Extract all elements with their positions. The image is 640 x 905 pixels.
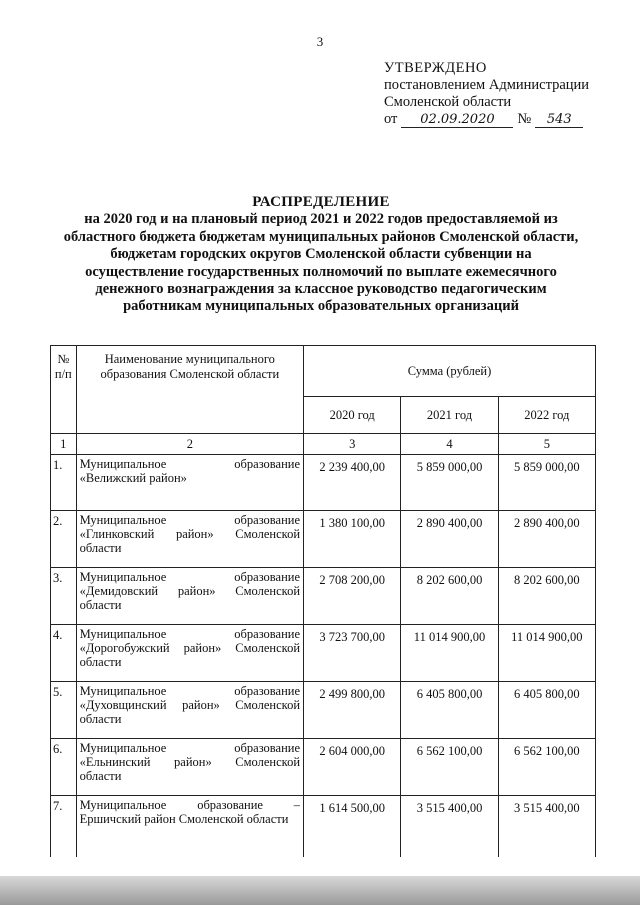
- approval-date-line: [384, 111, 589, 128]
- row-number: 5.: [51, 682, 77, 739]
- table-row: [51, 682, 596, 739]
- column-number-row: [51, 434, 596, 455]
- title-line-1: на 2020 год и на плановый период 2021 и 2022 годов предоставляемой из: [84, 211, 558, 228]
- approval-block: [384, 60, 589, 128]
- row-value-2020: 2 708 200,00: [304, 568, 401, 625]
- row-value-2021: 5 859 000,00: [401, 455, 498, 511]
- row-value-2020: 1 380 100,00: [304, 511, 401, 568]
- table-row: [51, 796, 596, 858]
- row-number: 3.: [51, 568, 77, 625]
- scan-shadow-edge: [0, 876, 640, 905]
- row-value-2021: 11 014 900,00: [401, 625, 498, 682]
- document-title: [36, 194, 606, 316]
- title-line-6: работникам муниципальных образовательных организаций: [123, 298, 519, 315]
- row-name: Муниципальное образование «Духовщинский район» Смоленской области: [76, 682, 303, 739]
- row-name: Муниципальное образование – Ершичский район Смоленской области: [76, 796, 303, 858]
- col-number: 2: [76, 434, 303, 455]
- row-number: 6.: [51, 739, 77, 796]
- row-name: Муниципальное образование «Демидовский район» Смоленской области: [76, 568, 303, 625]
- row-value-2022: 2 890 400,00: [498, 511, 595, 568]
- title-line-2: областного бюджета бюджетам муниципальных районов Смоленской области,: [63, 228, 579, 245]
- col-number: 3: [304, 434, 401, 455]
- row-value-2020: 2 239 400,00: [304, 455, 401, 511]
- page-number: 3: [316, 34, 324, 49]
- row-name: Муниципальное образование «Ельнинский район» Смоленской области: [76, 739, 303, 796]
- header-num: № п/п: [51, 346, 77, 434]
- row-value-2022: 6 562 100,00: [498, 739, 595, 796]
- table-row: [51, 568, 596, 625]
- row-value-2021: 3 515 400,00: [401, 796, 498, 858]
- title-line-5: денежного вознаграждения за классное руководство педагогическим: [95, 281, 547, 298]
- distribution-table: [50, 345, 596, 857]
- col-number: 1: [51, 434, 77, 455]
- row-number: 7.: [51, 796, 77, 858]
- row-value-2020: 1 614 500,00: [304, 796, 401, 858]
- row-name: Муниципальное образование «Глинковский район» Смоленской области: [76, 511, 303, 568]
- row-number: 2.: [51, 511, 77, 568]
- table-row: [51, 511, 596, 568]
- header-2021: 2021 год: [401, 397, 498, 434]
- row-value-2022: 11 014 900,00: [498, 625, 595, 682]
- row-value-2021: 8 202 600,00: [401, 568, 498, 625]
- row-value-2021: 6 562 100,00: [401, 739, 498, 796]
- header-2020: 2020 год: [304, 397, 401, 434]
- approval-heading: УТВЕРЖДЕНО: [384, 60, 487, 76]
- approval-line-2: постановлением Администрации: [384, 77, 590, 93]
- row-value-2020: 3 723 700,00: [304, 625, 401, 682]
- approval-line-3: Смоленской области: [384, 94, 512, 110]
- row-value-2021: 2 890 400,00: [401, 511, 498, 568]
- title-heading: РАСПРЕДЕЛЕНИЕ: [252, 194, 390, 210]
- col-number: 4: [401, 434, 498, 455]
- header-sum: Сумма (рублей): [304, 346, 596, 397]
- row-value-2022: 3 515 400,00: [498, 796, 595, 858]
- title-line-3: бюджетам городских округов Смоленской области субвенции на: [110, 246, 532, 263]
- row-number: 4.: [51, 625, 77, 682]
- from-label: от: [384, 111, 398, 127]
- row-value-2020: 2 499 800,00: [304, 682, 401, 739]
- header-name: Наименование муниципального образования Смоленской области: [76, 346, 303, 434]
- table-header-row: [51, 346, 596, 397]
- header-2022: 2022 год: [498, 397, 595, 434]
- row-value-2022: 5 859 000,00: [498, 455, 595, 511]
- row-number: 1.: [51, 455, 77, 511]
- row-name: Муниципальное образование «Велижский район»: [76, 455, 303, 511]
- row-value-2021: 6 405 800,00: [401, 682, 498, 739]
- handwritten-date: 02.09.2020: [401, 113, 513, 128]
- handwritten-number: 543: [535, 113, 583, 128]
- table-row: [51, 739, 596, 796]
- col-number: 5: [498, 434, 595, 455]
- row-value-2020: 2 604 000,00: [304, 739, 401, 796]
- row-value-2022: 8 202 600,00: [498, 568, 595, 625]
- row-value-2022: 6 405 800,00: [498, 682, 595, 739]
- table-row: [51, 625, 596, 682]
- table-row: [51, 455, 596, 511]
- title-line-4: осуществление государственных полномочий по выплате ежемесячного: [85, 263, 557, 280]
- row-name: Муниципальное образование «Дорогобужский район» Смоленской области: [76, 625, 303, 682]
- number-label: №: [517, 111, 532, 127]
